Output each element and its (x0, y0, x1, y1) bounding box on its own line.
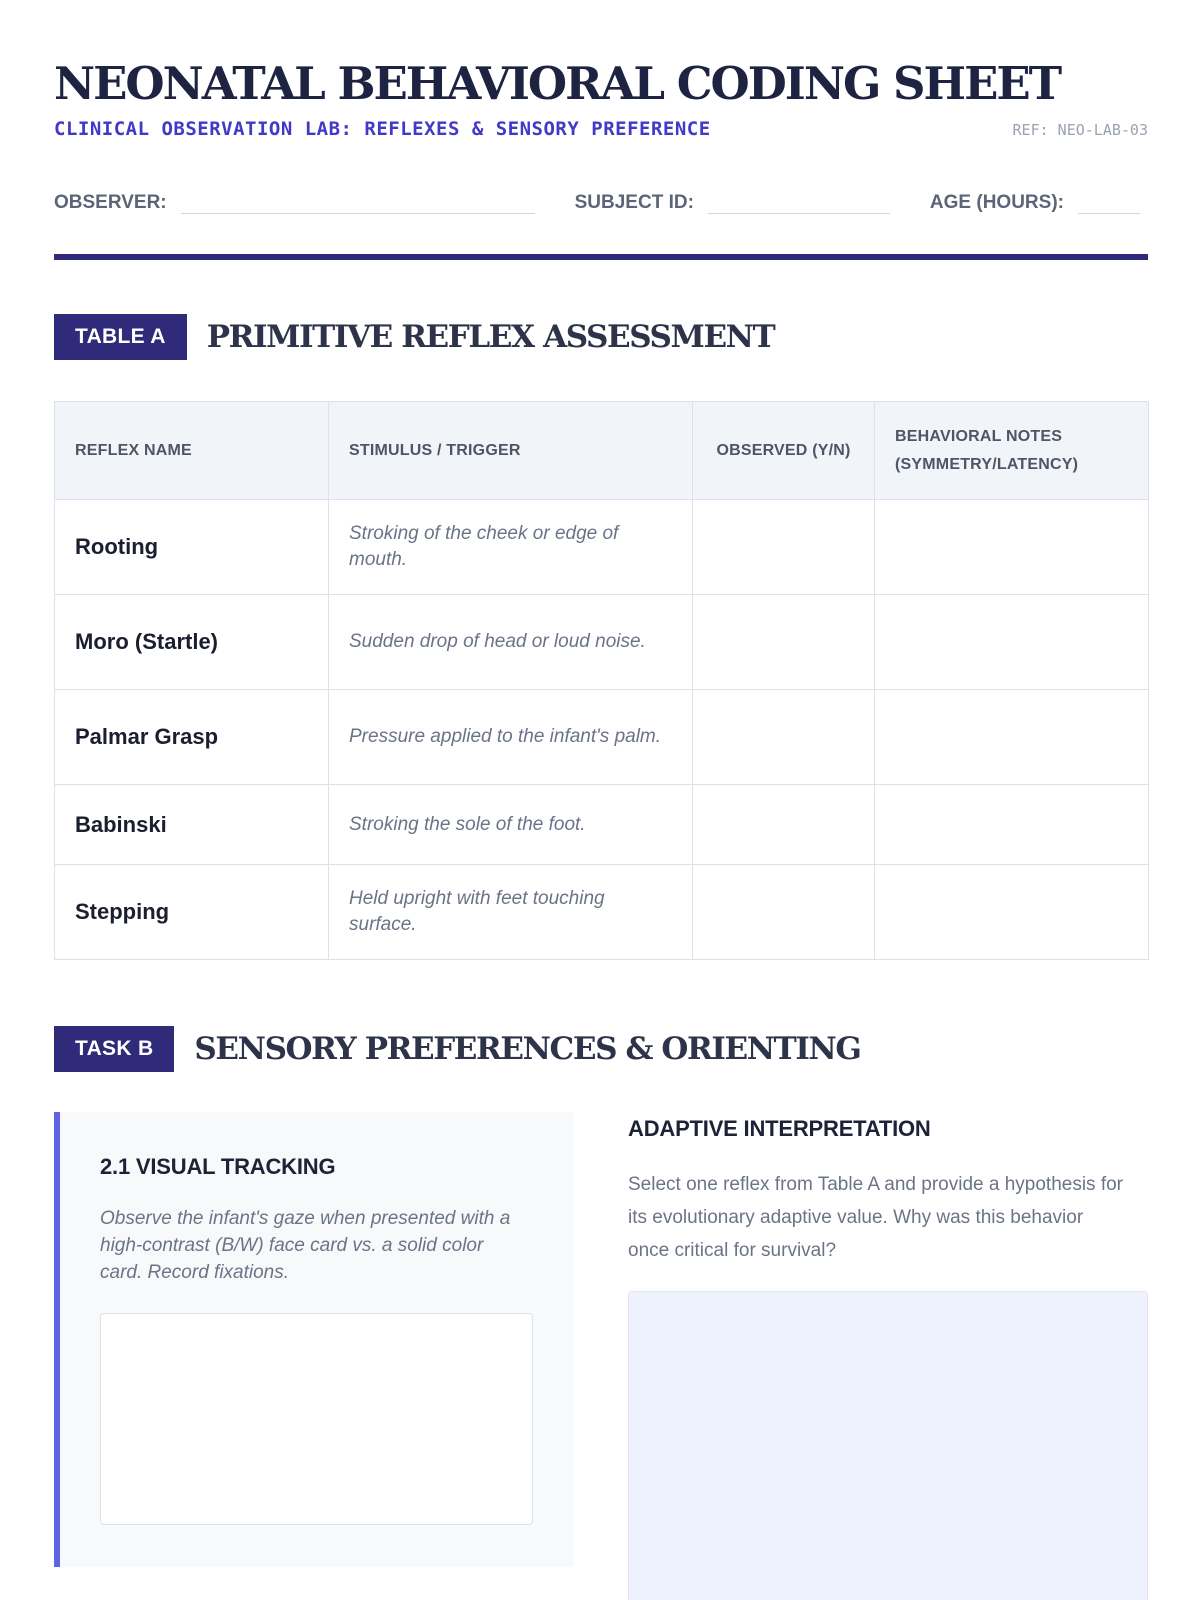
info-fields (54, 182, 1148, 214)
subject-id-field[interactable] (708, 186, 890, 214)
observed-cell[interactable] (693, 785, 875, 865)
observed-cell[interactable] (693, 865, 875, 960)
notes-cell[interactable] (875, 690, 1149, 785)
subject-id-label: SUBJECT ID: (574, 192, 694, 213)
table-row (55, 865, 1149, 960)
table-a-title: PRIMITIVE REFLEX ASSESSMENT (206, 319, 775, 355)
page-subtitle: CLINICAL OBSERVATION LAB: REFLEXES & SENSORY PREFERENCE (54, 118, 711, 140)
observer-field[interactable] (181, 186, 535, 214)
reflex-stimulus: Sudden drop of head or loud noise. (329, 595, 693, 690)
age-label: AGE (HOURS): (929, 192, 1064, 213)
table-a-heading (54, 314, 774, 360)
notes-cell[interactable] (875, 500, 1149, 595)
reflex-name: Babinski (55, 785, 329, 865)
reflex-stimulus: Pressure applied to the infant's palm. (329, 690, 693, 785)
visual-tracking-heading: 2.1 VISUAL TRACKING (100, 1154, 336, 1179)
age-field[interactable] (1078, 186, 1140, 214)
adaptive-interpretation-answer-box[interactable] (628, 1291, 1148, 1600)
notes-cell[interactable] (875, 785, 1149, 865)
adaptive-interpretation-heading: ADAPTIVE INTERPRETATION (628, 1116, 931, 1141)
observed-cell[interactable] (693, 500, 875, 595)
table-row (55, 690, 1149, 785)
reflex-stimulus: Stroking of the cheek or edge of mouth. (329, 500, 693, 595)
reflex-stimulus: Held upright with feet touching surface. (329, 865, 693, 960)
observer-label: OBSERVER: (54, 192, 167, 213)
table-header-row (55, 402, 1149, 500)
observed-cell[interactable] (693, 690, 875, 785)
header-divider (54, 254, 1148, 260)
sheet-header (54, 58, 1148, 140)
task-b-tag: TASK B (54, 1026, 174, 1072)
visual-tracking-panel (54, 1112, 574, 1567)
reflex-name: Stepping (55, 865, 329, 960)
column-header: BEHAVIORAL NOTES (SYMMETRY/LATENCY) (875, 402, 1149, 500)
table-a-tag: TABLE A (54, 314, 187, 360)
column-header: STIMULUS / TRIGGER (329, 402, 693, 500)
reference-code: REF: NEO-LAB-03 (1012, 121, 1148, 139)
adaptive-interpretation-prompt: Select one reflex from Table A and provide a hypothesis for its evolutionary adaptive value. Why was this behavior once critical for survival? (628, 1174, 1124, 1261)
adaptive-interpretation-panel (628, 1112, 1148, 1267)
column-header: REFLEX NAME (55, 402, 329, 500)
reflex-stimulus: Stroking the sole of the foot. (329, 785, 693, 865)
table-row (55, 785, 1149, 865)
task-b-title: SENSORY PREFERENCES & ORIENTING (194, 1031, 861, 1067)
reflex-name: Moro (Startle) (55, 595, 329, 690)
reflex-table (54, 401, 1149, 960)
column-header: OBSERVED (Y/N) (693, 402, 875, 500)
subtitle-row (54, 118, 1148, 140)
table-row (55, 595, 1149, 690)
visual-tracking-instructions: Observe the infant's gaze when presented with a high-contrast (B/W) face card vs. a solid color card. Record fixations. (100, 1208, 511, 1283)
task-b-heading (54, 1026, 860, 1072)
observed-cell[interactable] (693, 595, 875, 690)
page-title: NEONATAL BEHAVIORAL CODING SHEET (54, 57, 1061, 110)
table-row (55, 500, 1149, 595)
reflex-name: Palmar Grasp (55, 690, 329, 785)
reflex-name: Rooting (55, 500, 329, 595)
notes-cell[interactable] (875, 595, 1149, 690)
visual-tracking-answer-box[interactable] (100, 1313, 533, 1525)
notes-cell[interactable] (875, 865, 1149, 960)
